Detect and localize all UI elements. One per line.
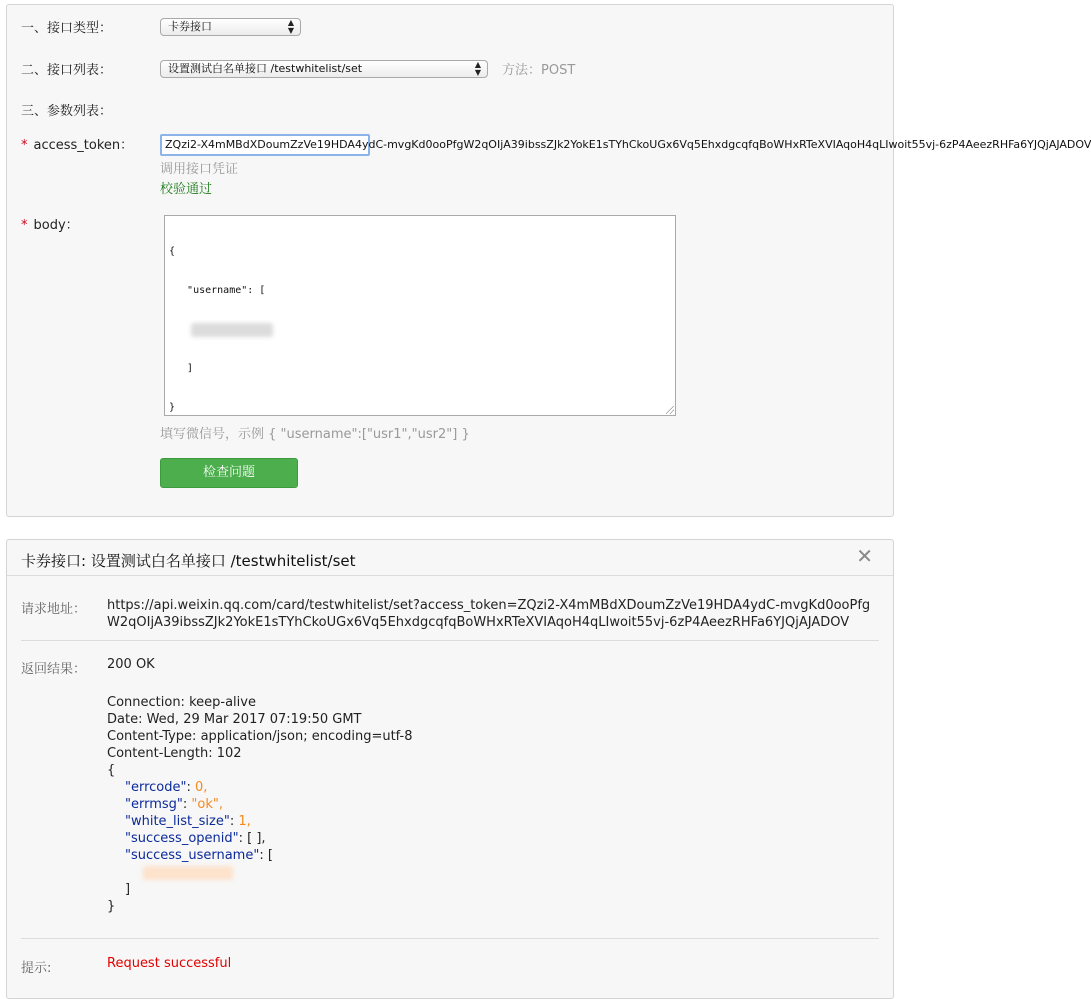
access-token-input[interactable]: ZQzi2-X4mMBdXDoumZzVe19HDA4ydC-mvgKd0ooPfgW2qOIjA39ibssZJk2YokE1sTYhCkoUGx6Vq5EhxdgcqfqBoWHxRTeXVIAqoH4qLIwoit55vj-6zP4AeezRHFa6YJQjAJADOV	[160, 134, 370, 156]
interface-type-label: 一、接口类型：	[21, 21, 113, 36]
required-mark: *	[21, 138, 28, 153]
result-panel	[6, 539, 894, 999]
json-line: }	[107, 899, 116, 914]
body-line: "username": [	[169, 285, 266, 296]
response-header: Content-Type: application/json; encoding=utf-8	[107, 729, 413, 744]
chevron-updown-icon: ▲ ▼	[474, 60, 481, 77]
json-value: "ok",	[191, 797, 223, 812]
body-line: ]	[169, 363, 194, 374]
request-url-label: 请求地址：	[21, 602, 87, 617]
interface-form-panel	[6, 4, 1091, 517]
redacted-username	[143, 866, 233, 880]
divider	[21, 938, 879, 939]
tip-label: 提示:	[21, 961, 52, 976]
json-line: ]	[125, 882, 131, 897]
body-line: }	[169, 402, 176, 413]
validation-status: 校验通过	[160, 182, 213, 197]
divider	[21, 640, 879, 641]
title-divider	[7, 575, 893, 576]
json-key: "errmsg"	[125, 797, 183, 812]
parameter-list-label: 三、参数列表：	[21, 104, 113, 119]
request-url: https://api.weixin.qq.com/card/testwhitelist/set?access_token=ZQzi2-X4mMBdXDoumZzVe19HDA4ydC-mvgKd0ooPfgW2qOIjA39ibssZJk2YokE1sTYhCkoUGx6Vq5EhxdgcqfqBoWHxRTeXVIAqoH4qLIwoit55vj-6zP4AeezRHFa6YJQjAJADOV	[107, 598, 871, 630]
tip-message: Request successful	[107, 956, 232, 971]
interface-list-select[interactable]	[160, 60, 488, 78]
method-text: 方法：POST	[502, 63, 576, 78]
result-title: 卡券接口: 设置测试白名单接口 /testwhitelist/set	[21, 552, 356, 570]
interface-type-select[interactable]	[160, 18, 301, 36]
check-problem-button[interactable]: 检查问题	[160, 458, 298, 488]
required-mark: *	[21, 218, 28, 233]
json-value: : [	[259, 848, 273, 863]
json-value: 0,	[195, 780, 208, 795]
interface-list-value: 设置测试白名单接口 /testwhitelist/set	[168, 62, 363, 75]
json-line: "errcode": 0,	[125, 780, 208, 795]
json-line: "errmsg": "ok",	[125, 797, 223, 812]
chevron-updown-icon: ▲ ▼	[287, 18, 294, 35]
resize-grip-icon[interactable]	[666, 406, 674, 414]
interface-type-value: 卡券接口	[168, 20, 212, 33]
body-label-text: body：	[33, 218, 79, 233]
response-label: 返回结果：	[21, 662, 87, 677]
json-line: {	[107, 763, 116, 778]
access-token-label	[21, 134, 133, 153]
access-token-label-text: access_token：	[33, 138, 134, 153]
response-header: Connection: keep-alive	[107, 695, 256, 710]
access-token-hint: 调用接口凭证	[160, 162, 239, 177]
interface-list-label: 二、接口列表：	[21, 63, 113, 78]
response-header: Content-Length: 102	[107, 746, 242, 761]
json-line	[107, 847, 413, 864]
json-value: : [ ],	[238, 831, 266, 846]
json-line: "white_list_size": 1,	[125, 814, 251, 829]
json-key: "success_username"	[125, 848, 260, 863]
json-key: "errcode"	[125, 780, 187, 795]
json-key: "white_list_size"	[125, 814, 230, 829]
body-label	[21, 214, 79, 233]
json-value: 1,	[238, 814, 251, 829]
body-hint: 填写微信号，示例 { "username":["usr1","usr2"] }	[160, 427, 470, 442]
response-status: 200 OK	[107, 657, 155, 672]
close-icon[interactable]: ✕	[856, 544, 873, 568]
body-textarea[interactable]	[164, 215, 676, 416]
response-body	[107, 694, 413, 915]
response-header: Date: Wed, 29 Mar 2017 07:19:50 GMT	[107, 712, 362, 727]
body-line: {	[169, 246, 176, 257]
json-line	[107, 864, 413, 881]
body-line	[169, 323, 671, 336]
redacted-username	[191, 323, 273, 337]
json-key: "success_openid"	[125, 831, 239, 846]
json-line	[107, 830, 413, 847]
